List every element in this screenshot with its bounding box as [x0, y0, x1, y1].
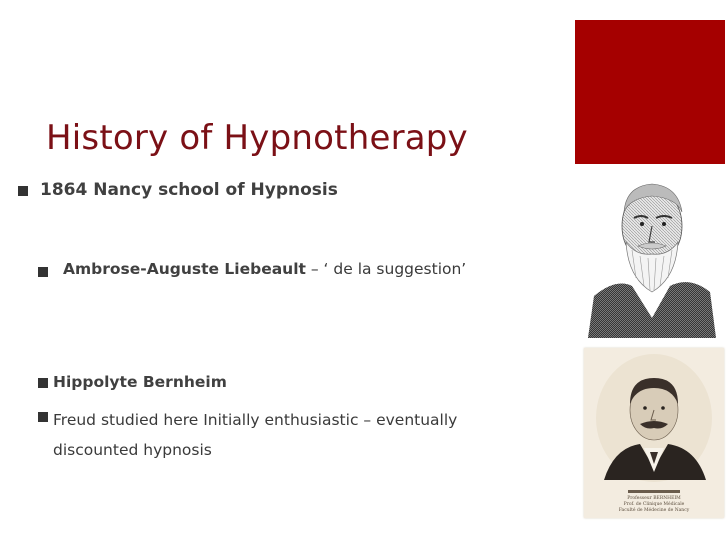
liebeault-detail: – ‘ de la suggestion’	[305, 260, 467, 278]
bullet-square-icon	[38, 412, 48, 422]
portrait-bernheim-image	[584, 348, 724, 518]
portrait-liebeault-image	[586, 168, 718, 338]
caption-line-2: Prof. de Clinique Médicale	[623, 502, 685, 507]
bullet-nancy-school: 1864 Nancy school of Hypnosis	[40, 180, 338, 200]
bullet-square-icon	[18, 186, 28, 196]
caption-line-3: Faculté de Médecine de Nancy	[618, 508, 690, 513]
bullet-square-icon	[38, 378, 48, 388]
bullet-freud: Freud studied here Initially enthusiastic – eventually discounted hypnosis	[53, 411, 458, 459]
decorative-red-block	[575, 20, 725, 164]
slide-title: History of Hypnotherapy	[46, 118, 468, 158]
caption-line-1: Professeur BERNHEIM	[627, 496, 681, 501]
portrait-caption	[584, 496, 724, 514]
bullet-bernheim: Hippolyte Bernheim	[53, 373, 227, 391]
bullet-liebeault	[63, 260, 466, 278]
liebeault-name: Ambrose-Auguste Liebeault	[63, 260, 306, 278]
bullet-square-icon	[38, 267, 48, 277]
